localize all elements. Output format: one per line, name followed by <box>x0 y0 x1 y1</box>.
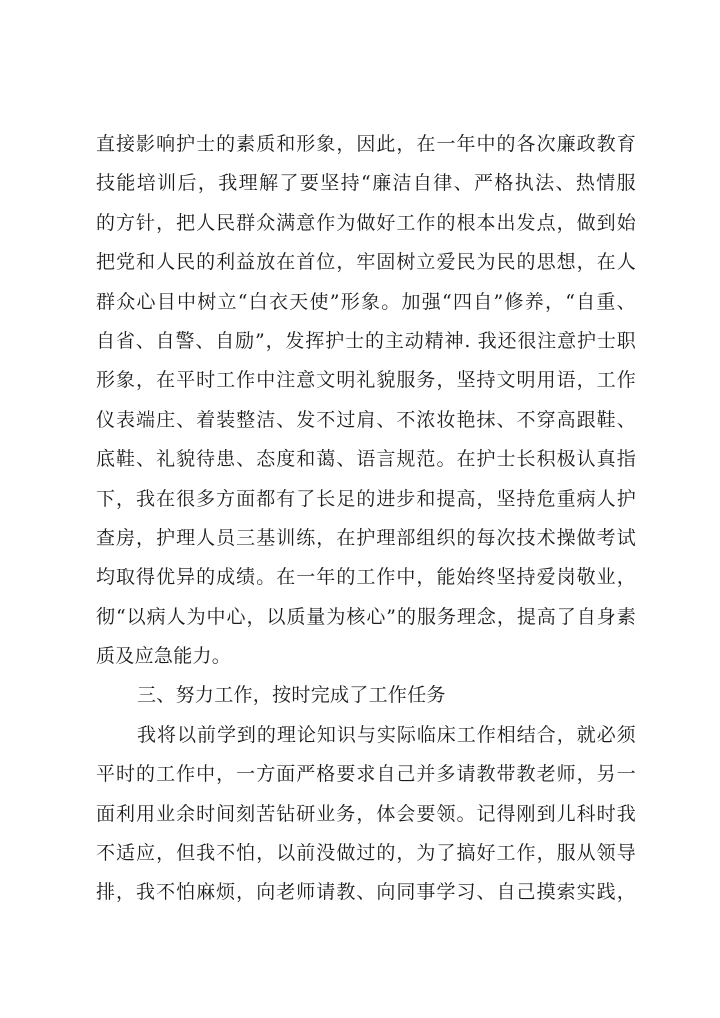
text-line: 质及应急能力。 <box>96 645 232 668</box>
body-text <box>96 125 636 913</box>
text-line: 我将以前学到的理论知识与实际临床工作相结合，就必须 <box>137 723 636 746</box>
text-line: 的方针，把人民群众满意作为做好工作的根本出发点，做到始 <box>96 211 636 234</box>
text-line: 仪表端庄、着装整洁、发不过肩、不浓妆艳抹、不穿高跟鞋、 <box>96 408 636 431</box>
text-line: 面利用业余时间刻苦钻研业务，体会要领。记得刚到儿科时我 <box>96 802 636 825</box>
text-line: 平时的工作中，一方面严格要求自己并多请教带教老师，另一 <box>96 763 636 786</box>
section-heading: 三、努力工作，按时完成了工作任务 <box>137 684 446 707</box>
text-line: 形象，在平时工作中注意文明礼貌服务，坚持文明用语，工作 <box>96 369 636 392</box>
text-line: 群众心目中树立“白衣天使”形象。加强“四自”修养，“自重、 <box>96 290 636 313</box>
text-line: 把党和人民的利益放在首位，牢固树立爱民为民的思想，在人 <box>96 251 636 274</box>
text-line: 技能培训后，我理解了要坚持“廉洁自律、严格执法、热情服 <box>96 172 636 195</box>
text-line: 底鞋、礼貌待患、态度和蔼、语言规范。在护士长积极认真指 <box>96 448 636 471</box>
text-line: 下，我在很多方面都有了长足的进步和提高，坚持危重病人护 <box>96 487 636 510</box>
text-line: 彻“以病人为中心，以质量为核心”的服务理念，提高了自身素 <box>96 605 636 628</box>
text-line: 查房，护理人员三基训练，在护理部组织的每次技术操做考试 <box>96 526 636 549</box>
text-line: 排，我不怕麻烦，向老师请教、向同事学习、自己摸索实践， <box>96 881 636 904</box>
text-line: 直接影响护士的素质和形象，因此，在一年中的各次廉政教育 <box>96 133 636 155</box>
text-line: 不适应，但我不怕，以前没做过的，为了搞好工作，服从领导 <box>96 842 636 865</box>
text-line: 均取得优异的成绩。在一年的工作中，能始终坚持爱岗敬业， <box>96 566 636 589</box>
text-line: 自省、自警、自励”，发挥护士的主动精神. 我还很注意护士职 <box>96 329 636 352</box>
